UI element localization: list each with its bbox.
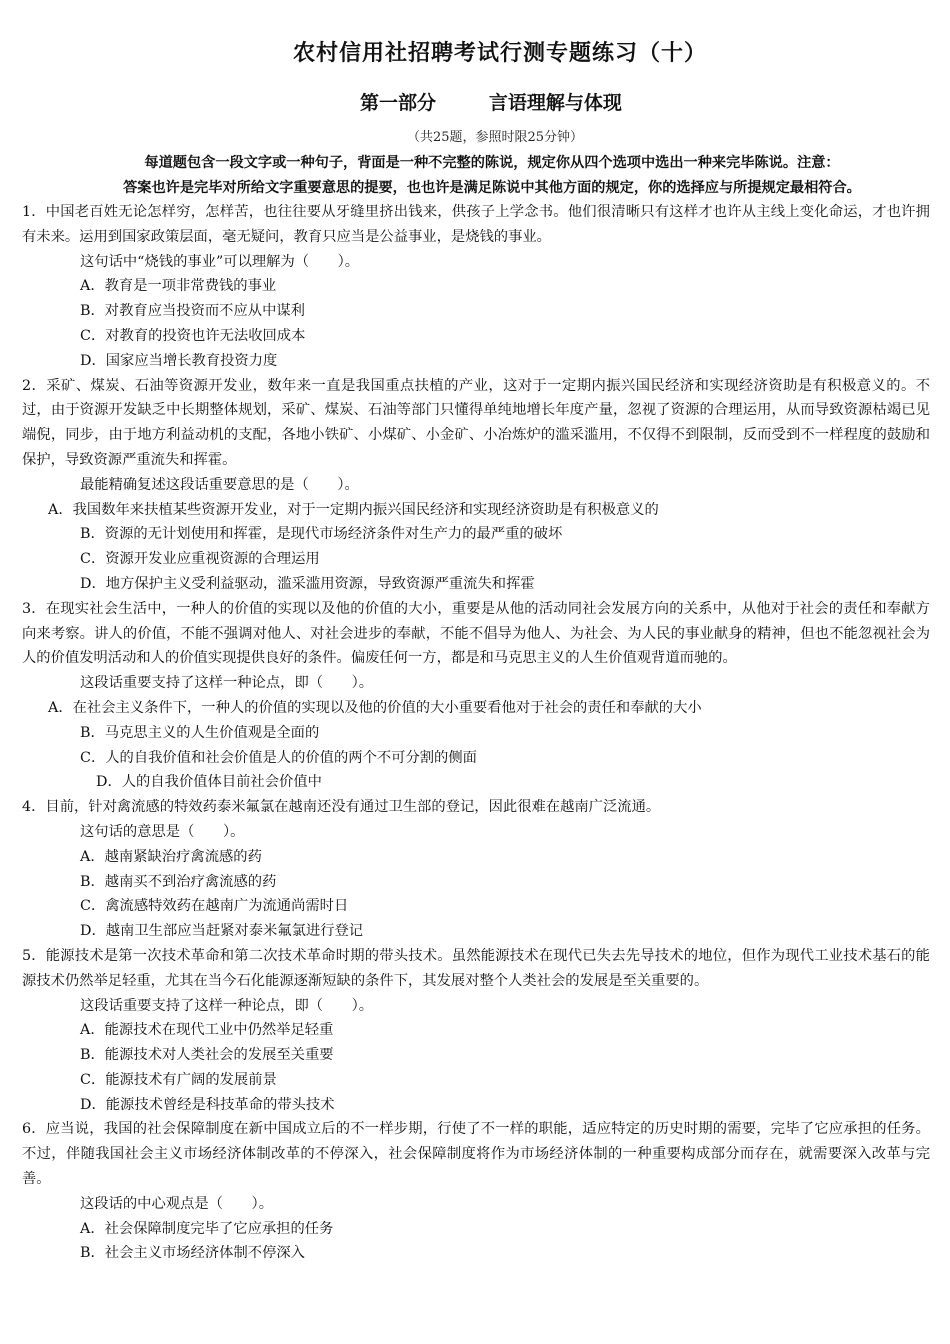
instructions-line-1: 每道题包含一段文字或一种句子，背面是一种不完整的陈说，规定你从四个选项中选出一种来完毕陈说。注意： [144, 155, 840, 171]
question-text: 中国老百姓无论怎样穷，怎样苦，也往往要从牙缝里挤出钱来，供孩子上学念书。他们很清晰只有这样才也许从主线上变化命运，才也许拥有未来。运用到国家政策层面，毫无疑问，教育只应当是公益事业，是烧钱的事业。 [22, 204, 930, 245]
option-a: A．能源技术在现代工业中仍然举足轻重 [80, 1022, 334, 1039]
option-c: C．对教育的投资也许无法收回成本 [80, 327, 306, 344]
option-b: B．对教育应当投资而不应从中谋利 [80, 303, 305, 320]
question-number: 4． [22, 799, 46, 816]
option-d: D．人的自我价值体目前社会价值中 [96, 774, 322, 791]
instructions-line-2: 答案也许是完毕对所给文字重要意思的提要，也也许是满足陈说中其他方面的规定，你的选择应与所提规定最相符合。 [123, 180, 861, 196]
section-heading: 第一部分 言语理解与体现 [360, 92, 622, 114]
question-number: 3． [22, 600, 46, 617]
option-c: C．人的自我价值和社会价值是人的价值的两个不可分割的侧面 [80, 749, 477, 766]
option-a: A．越南紧缺治疗禽流感的药 [80, 848, 262, 865]
question-text: 在现实社会生活中，一种人的价值的实现以及他的价值的大小，重要是从他的活动同社会发展方向的关系中，从他对于社会的责任和奉献方向来考察。讲人的价值，不能不强调对他人、对社会进步的奉献，不能不倡导为他人、为社会、为人民的事业献身的精神，但也不能忽视社会为人的价值发明活动和人的价值实现提供良好的条件。偏废任何一方，都是和马克思主义的人生价值观背道而驰的。 [22, 600, 930, 667]
option-c: C．能源技术有广阔的发展前景 [80, 1071, 277, 1088]
option-a: A．我国数年来扶植某些资源开发业，对于一定期内振兴国民经济和实现经济资助是有积极意义的 [48, 501, 659, 518]
question-1 [22, 200, 930, 374]
question-number: 1． [22, 204, 46, 220]
option-b: B．越南买不到治疗禽流感的药 [80, 873, 277, 890]
option-b: B．马克思主义的人生价值观是全面的 [80, 724, 320, 741]
question-number: 5． [22, 947, 46, 964]
page-title: 农村信用社招聘考试行测专题练习（十） [292, 41, 707, 66]
question-text: 应当说，我国的社会保障制度在新中国成立后的不一样步期，行使了不一样的职能，适应特定的历史时期的需要，完毕了它应承担的任务。不过，伴随我国社会主义市场经济体制改革的不停深入，社会保障制度将作为市场经济体制的一种重要构成部分而存在，就需要深入改革与完善。 [22, 1121, 930, 1188]
option-d: D．越南卫生部应当赶紧对泰米氟氯进行登记 [80, 923, 364, 940]
option-a: A．在社会主义条件下，一种人的价值的实现以及他的价值的大小重要看他对于社会的责任和奉献的大小 [48, 699, 702, 716]
option-d: D．地方保护主义受利益驱动，滥采滥用资源，导致资源严重流失和挥霍 [80, 575, 535, 592]
option-d: D．国家应当增长教育投资力度 [80, 352, 278, 369]
question-6 [22, 1117, 930, 1266]
option-c: C．资源开发业应重视资源的合理运用 [80, 551, 320, 568]
option-a: A．社会保障制度完毕了它应承担的任务 [80, 1220, 334, 1237]
question-stem [22, 374, 930, 473]
question-number: 6． [22, 1121, 46, 1138]
question-prompt: 这段话重要支持了这样一种论点，即（ ）。 [80, 675, 374, 692]
question-2 [22, 374, 930, 597]
option-b: B．资源的无计划使用和挥霍，是现代市场经济条件对生产力的最严重的破坏 [80, 526, 563, 543]
question-4 [22, 795, 930, 944]
time-limit-note: （共25题，参照时限25分钟） [406, 130, 584, 145]
question-prompt: 这段话重要支持了这样一种论点，即（ ）。 [80, 997, 374, 1014]
question-text: 能源技术是第一次技术革命和第二次技术革命时期的带头技术。虽然能源技术在现代已失去先导技术的地位，但作为现代工业技术基石的能源技术仍然举足轻重，尤其在当今石化能源逐渐短缺的条件下，其发展对整个人类社会的发展是至关重要的。 [22, 947, 930, 989]
option-c: C．禽流感特效药在越南广为流通尚需时日 [80, 898, 349, 915]
question-stem [22, 944, 930, 994]
option-a: A．教育是一项非常费钱的事业 [80, 278, 277, 295]
question-stem [22, 200, 930, 250]
question-5 [22, 944, 930, 1118]
option-b: B．社会主义市场经济体制不停深入 [80, 1245, 305, 1262]
questions-list [22, 200, 930, 1266]
question-prompt: 这句话的意思是（ ）。 [80, 823, 245, 840]
question-stem [22, 1117, 930, 1191]
question-stem [22, 597, 930, 671]
option-b: B．能源技术对人类社会的发展至关重要 [80, 1047, 334, 1064]
question-number: 2． [22, 377, 47, 394]
question-prompt: 最能精确复述这段话重要意思的是（ ）。 [80, 476, 359, 493]
question-text: 目前，针对禽流感的特效药泰米氟氯在越南还没有通过卫生部的登记，因此很难在越南广泛流通。 [45, 799, 661, 816]
option-d: D．能源技术曾经是科技革命的带头技术 [80, 1096, 335, 1113]
question-3 [22, 597, 930, 795]
question-prompt: 这句话中“烧钱的事业”可以理解为（ ）。 [80, 253, 360, 270]
question-prompt: 这段话的中心观点是（ ）。 [80, 1195, 274, 1212]
question-text: 采矿、煤炭、石油等资源开发业，数年来一直是我国重点扶植的产业，这对于一定期内振兴国民经济和实现经济资助是有积极意义的。不过，由于资源开发缺乏中长期整体规划，采矿、煤炭、石油等部门只懂得单纯地增长年度产量，忽视了资源的合理运用，从而导致资源枯竭已见端倪，同步，由于地方利益动机的支配，各地小铁矿、小煤矿、小金矿、小冶炼炉的滥采滥用，不仅得不到限制，反而受到不一样程度的鼓励和保护，导致资源严重流失和挥霍。 [22, 377, 930, 468]
question-stem [22, 795, 930, 820]
